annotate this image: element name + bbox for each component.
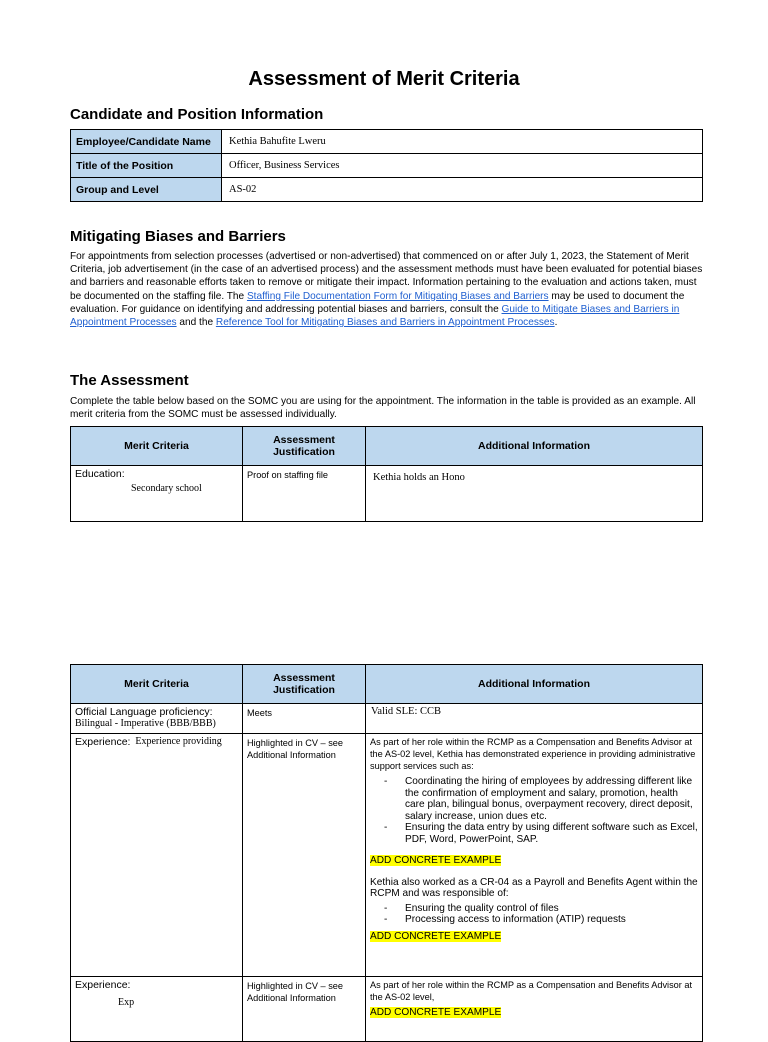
group-level-label: Group and Level <box>71 178 222 202</box>
merit-criteria-header: Merit Criteria <box>71 427 243 466</box>
staffing-form-link[interactable]: Staffing File Documentation Form for Mitigating Biases and Barriers <box>246 290 549 302</box>
assessment-intro: Complete the table below based on the SOMC you are using for the appointment. The information in the table is provided as an example. All merit criteria from the SOMC must be assessed individually. <box>70 396 696 421</box>
table-row <box>71 466 703 522</box>
biases-text-4: . <box>554 317 558 329</box>
experience1-additional <box>366 734 703 977</box>
table-header-row <box>71 427 703 466</box>
experience2-justification: Highlighted in CV – see Additional Information <box>243 977 366 1042</box>
education-value: Secondary school <box>131 483 202 494</box>
assessment-table-1 <box>70 426 703 522</box>
experience1-value: Experience providing <box>135 736 222 747</box>
justification-header: Assessment Justification <box>243 665 366 704</box>
experience1-criteria-cell <box>71 734 243 977</box>
concrete-example-highlight: ADD CONCRETE EXAMPLE <box>370 930 502 942</box>
education-label: Education: <box>75 468 125 480</box>
table-header-row <box>71 665 703 704</box>
position-title-label: Title of the Position <box>71 154 222 178</box>
concrete-example-highlight: ADD CONCRETE EXAMPLE <box>370 1007 502 1018</box>
list-item: - Ensuring the data entry by using different software such as Excel, PDF, Word, PowerPoint, SAP. <box>405 822 698 845</box>
position-title-value: Officer, Business Services <box>222 154 703 178</box>
list-item: - Coordinating the hiring of employees by addressing different like the confirmation of employment and salary, promotion, health care plan, bilingual bonus, overpayment recovery, direct deposit, salary increase, union dues etc. <box>405 776 698 822</box>
justification-header: Assessment Justification <box>243 427 366 466</box>
table-row <box>71 734 703 977</box>
list-item: - Ensuring the quality control of files <box>405 903 698 915</box>
list-item: - Processing access to information (ATIP) requests <box>405 914 698 926</box>
merit-criteria-header: Merit Criteria <box>71 665 243 704</box>
guide-link[interactable]: Guide to Mitigate Biases and Barriers in Appointment Processes <box>70 303 680 329</box>
experience2-label: Experience: <box>75 979 131 991</box>
experience1-label: Experience: <box>75 736 131 748</box>
experience1-para2: Kethia also worked as a CR-04 as a Payroll and Benefits Agent within the RCPM and was responsible of: <box>370 876 698 900</box>
experience2-criteria-cell <box>71 977 243 1042</box>
biases-section-heading: Mitigating Biases and Barriers <box>70 228 286 245</box>
group-level-value: AS-02 <box>222 178 703 202</box>
language-value: Bilingual - Imperative (BBB/BBB) <box>75 718 216 729</box>
candidate-name-label: Employee/Candidate Name <box>71 130 222 154</box>
experience1-bullet-list <box>370 776 698 846</box>
assessment-table-2 <box>70 664 703 1042</box>
experience1-justification: Highlighted in CV – see Additional Information <box>243 734 366 977</box>
language-criteria-cell <box>71 704 243 734</box>
experience2-value: Exp <box>118 997 135 1008</box>
education-additional: Kethia holds an Hono <box>366 466 703 522</box>
reference-tool-link[interactable]: Reference Tool for Mitigating Biases and Barriers in Appointment Processes <box>215 317 555 329</box>
table-row <box>71 977 703 1042</box>
table-row <box>71 704 703 734</box>
experience1-bullet-list-2 <box>370 903 698 926</box>
candidate-name-value: Kethia Bahufite Lweru <box>222 130 703 154</box>
table-row <box>71 130 703 154</box>
additional-info-header: Additional Information <box>366 427 703 466</box>
biases-text-1: For appointments from selection processes (advertised or non-advertised) that commenced on or after July 1, 2023, the Statement of Merit Criteria, job advertisement (in the case of an advertised process) and the assessment methods must have been evaluated for potential biases and barriers and reasonable efforts taken to remove or mitigate their impact. Information pertaining to the evaluation and actions taken, must be documented on the staffing file. The <box>70 251 703 302</box>
page-title: Assessment of Merit Criteria <box>248 68 520 90</box>
language-justification: Meets <box>243 704 366 734</box>
experience2-additional <box>366 977 703 1042</box>
language-label: Official Language proficiency: <box>75 706 213 718</box>
additional-info-header: Additional Information <box>366 665 703 704</box>
table-row <box>71 154 703 178</box>
experience2-intro: As part of her role within the RCMP as a Compensation and Benefits Advisor at the AS-02 level, <box>370 980 693 1002</box>
biases-paragraph <box>70 250 706 329</box>
biases-text-3: and the <box>176 317 216 329</box>
table-row <box>71 178 703 202</box>
language-additional: Valid SLE: CCB <box>366 704 703 734</box>
concrete-example-highlight: ADD CONCRETE EXAMPLE <box>370 854 502 866</box>
biases-text-2: may be used to document the evaluation. For guidance on identifying and addressing potential biases and barriers, consult the <box>70 290 685 315</box>
assessment-section-heading: The Assessment <box>70 372 189 389</box>
candidate-info-table <box>70 129 703 202</box>
candidate-section-heading: Candidate and Position Information <box>70 106 324 123</box>
education-criteria-cell <box>71 466 243 522</box>
experience1-intro: As part of her role within the RCMP as a Compensation and Benefits Advisor at the AS-02 level, Kethia has demonstrated experience in providing administrative support services such as: <box>370 737 696 771</box>
education-justification: Proof on staffing file <box>243 466 366 522</box>
